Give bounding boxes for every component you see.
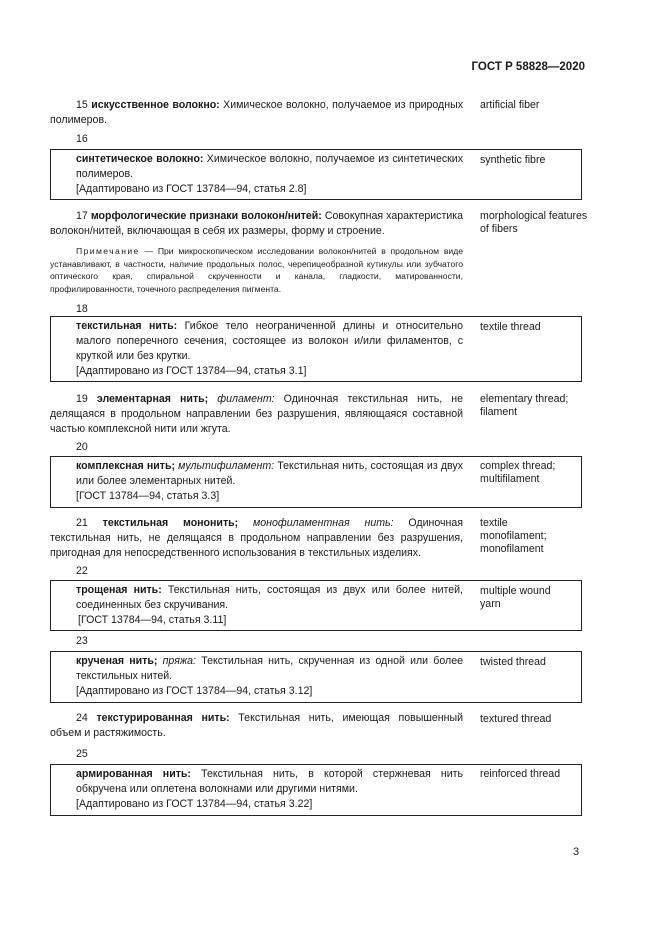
term-source: [Адаптировано из ГОСТ 13784—94, статья 3.1] bbox=[76, 365, 307, 377]
term-english: complex thread; multifilament bbox=[480, 460, 556, 485]
term-definition: Одиночная текстильная нить, не делящаяся в продольном направлении без разрушения, являющаяся составной частью комплексной нити или жгута. bbox=[50, 393, 463, 435]
term-synonym: пряжа: bbox=[157, 655, 196, 667]
term-number: 15 bbox=[76, 99, 88, 111]
term-number: 20 bbox=[76, 441, 88, 453]
term-number: 16 bbox=[76, 133, 88, 145]
term-entry-24 bbox=[50, 711, 463, 741]
term-name: трощеная нить: bbox=[76, 584, 162, 596]
term-name: текстурированная нить: bbox=[96, 712, 230, 724]
term-name: элементарная нить; bbox=[96, 393, 209, 405]
term-entry-25 bbox=[50, 767, 463, 797]
term-english: synthetic fibre bbox=[480, 154, 546, 166]
term-english: textile monofilament; monofilament bbox=[480, 517, 547, 555]
term-number: 24 bbox=[76, 712, 88, 724]
term-synonym: мультифиламент: bbox=[175, 460, 275, 472]
term-definition: Химическое волокно, получаемое из синтетических полимеров. bbox=[76, 153, 463, 180]
term-synonym: филамент: bbox=[208, 393, 275, 405]
term-name: текстильная нить: bbox=[76, 320, 178, 332]
term-entry-16 bbox=[50, 152, 463, 182]
term-definition: Текстильная нить, имеющая повышенный объем и растяжимость. bbox=[50, 712, 463, 739]
term-entry-18 bbox=[50, 319, 463, 364]
term-definition: Текстильная нить, состоящая из двух или более элементарных нитей. bbox=[76, 460, 463, 487]
term-synonym: монофиламентная нить: bbox=[238, 517, 394, 529]
term-number: 17 bbox=[76, 210, 88, 222]
term-source: [ГОСТ 13784—94, статья 3.11] bbox=[78, 614, 227, 626]
term-source: [ГОСТ 13784—94, статья 3.3] bbox=[76, 490, 220, 502]
term-name: морфологические признаки волокон/нитей: bbox=[90, 210, 322, 222]
term-note bbox=[50, 245, 463, 295]
term-name: армированная нить: bbox=[76, 768, 191, 780]
note-text: — При микроскопическом исследовании волокон/нитей в продольном виде устанавливают, в частности, наличие продольных полос, черепицеобразной кутикулы или зубчатого оптического края, спиральной скрученности и канала, гладкости, матированности, профилированности, точечного распределения пигмента. bbox=[50, 246, 463, 294]
term-entry-21 bbox=[50, 516, 463, 561]
term-entry-22 bbox=[50, 583, 463, 613]
term-entry-20 bbox=[50, 459, 463, 489]
term-entry-15 bbox=[50, 98, 463, 128]
term-number: 18 bbox=[76, 303, 88, 315]
term-name: текстильная мононить; bbox=[102, 517, 239, 529]
term-name: крученая нить; bbox=[76, 655, 158, 667]
term-number: 22 bbox=[76, 565, 88, 577]
term-definition: Текстильная нить, состоящая из двух или более нитей, соединенных без скручивания. bbox=[76, 584, 463, 611]
term-name: комплексная нить; bbox=[76, 460, 176, 472]
term-source: [Адаптировано из ГОСТ 13784—94, статья 2.8] bbox=[76, 183, 307, 195]
term-definition: Гибкое тело неограниченной длины и относительно малого поперечного сечения, состоящее из волокон и/или филаментов, с круткой или без крутки. bbox=[76, 320, 463, 362]
term-definition: Текстильная нить, в которой стержневая нить обкручена или оплетена волокнами или другими нитями. bbox=[76, 768, 464, 795]
term-english: multiple wound yarn bbox=[480, 585, 551, 610]
term-english: twisted thread bbox=[480, 656, 546, 668]
term-entry-17 bbox=[50, 209, 463, 239]
term-english: morphological features of fibers bbox=[480, 210, 588, 235]
term-number: 23 bbox=[76, 635, 88, 647]
term-number: 21 bbox=[76, 517, 88, 529]
term-english: textured thread bbox=[480, 713, 552, 725]
term-source: [Адаптировано из ГОСТ 13784—94, статья 3.12] bbox=[76, 685, 313, 697]
term-english: reinforced thread bbox=[480, 768, 561, 780]
term-definition: Текстильная нить, скрученная из одной или более текстильных нитей. bbox=[76, 655, 463, 682]
term-definition: Совокупная характеристика волокон/нитей, включающая в себя их размеры, форму и строение. bbox=[50, 210, 464, 237]
term-english: textile thread bbox=[480, 321, 541, 333]
term-name: синтетическое волокно: bbox=[76, 153, 204, 165]
page-number: 3 bbox=[573, 846, 580, 858]
term-entry-19 bbox=[50, 392, 463, 437]
term-english: elementary thread; filament bbox=[480, 393, 569, 418]
document-code: ГОСТ Р 58828—2020 bbox=[471, 61, 585, 73]
term-number: 25 bbox=[76, 748, 88, 760]
term-source: [Адаптировано из ГОСТ 13784—94, статья 3.22] bbox=[76, 798, 313, 810]
note-label: Примечание bbox=[76, 246, 140, 256]
term-definition: Химическое волокно, получаемое из природных полимеров. bbox=[50, 99, 463, 126]
term-definition: Одиночная текстильная нить, не делящаяся в продольном направлении без разрушения, пригодная для непосредственного использования в текстильных изделиях. bbox=[50, 517, 464, 559]
term-number: 19 bbox=[76, 393, 88, 405]
term-english: artificial fiber bbox=[480, 99, 540, 111]
term-name: искусственное волокно: bbox=[91, 99, 220, 111]
term-entry-23 bbox=[50, 654, 463, 684]
